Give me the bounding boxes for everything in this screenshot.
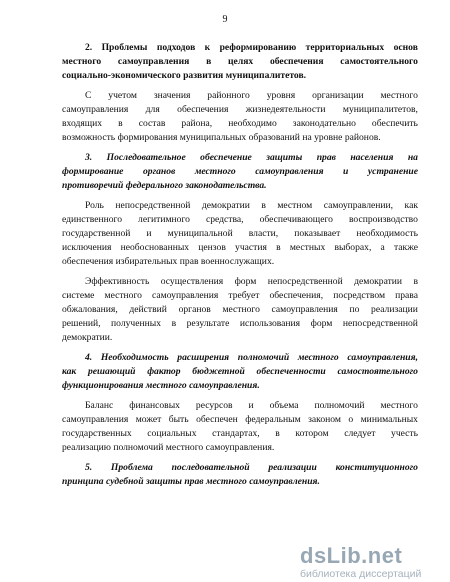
page-number: 9 xyxy=(222,14,228,25)
text-line: самоуправления для обеспечения жизнедеятельности муниципалитетов, xyxy=(62,104,418,115)
text-line: решений, полученных в результате использования форм непосредственной xyxy=(62,318,418,329)
text-line: 4. Необходимость расширения полномочий местного самоуправления, xyxy=(85,352,418,363)
watermark-logo: dsLib.net xyxy=(300,543,403,568)
text-line: принципа судебной защиты прав местного самоуправления. xyxy=(62,476,320,487)
text-line: местного самоуправления в целях обеспечения самостоятельного xyxy=(62,56,418,67)
text-line: Эффективность осуществления форм непосредственной демократии в xyxy=(85,276,418,287)
text-line: формирование органов местного самоуправления и устранение xyxy=(62,166,418,177)
text-line: Баланс финансовых ресурсов и объема полномочий местного xyxy=(85,400,418,411)
text-line: С учетом значения районного уровня организации местного xyxy=(85,90,418,101)
text-line: государственной и муниципальной власти, показывает необходимость xyxy=(62,228,418,239)
watermark-caption: библиотека диссертаций xyxy=(300,568,422,580)
text-line: 5. Проблема последовательной реализации конституционного xyxy=(85,462,418,473)
text-line: государственных социальных стандартах, в котором следует учесть xyxy=(62,428,418,439)
text-line: реализацию полномочий местного самоуправления. xyxy=(62,442,275,453)
watermark xyxy=(300,543,450,582)
text-line: демократии. xyxy=(62,332,113,343)
text-line: противоречий федерального законодательства. xyxy=(62,180,267,191)
text-line: 2. Проблемы подходов к реформированию территориальных основ xyxy=(85,42,418,53)
text-line: исключения необоснованных цензов участия в местных выборах, а также xyxy=(62,242,418,253)
text-line: самоуправления может быть обеспечен федеральным законом о минимальных xyxy=(62,414,418,425)
text-line: входящих в состав района, необходимо законодательно обеспечить xyxy=(62,118,418,129)
text-line: обеспечения избирательных прав военнослужащих. xyxy=(62,256,275,267)
text-line: социально-экономического развития муниципалитетов. xyxy=(62,70,307,81)
text-line: единственного легитимного средства, обеспечивающего воспроизводство xyxy=(62,214,418,225)
text-line: возможность формирования муниципальных образований на уровне районов. xyxy=(62,132,381,143)
text-line: Роль непосредственной демократии в местном самоуправлении, как xyxy=(85,200,418,211)
text-line: как решающий фактор бюджетной обеспеченности самостоятельного xyxy=(62,366,418,377)
text-line: системе местного самоуправления требует обеспечения, посредством права xyxy=(62,290,418,301)
text-line: 3. Последовательное обеспечение защиты прав населения на xyxy=(85,152,418,163)
text-line: функционирования местного самоуправления. xyxy=(62,380,260,391)
text-line: обжалования, действий органов местного самоуправления по реализации xyxy=(62,304,418,315)
